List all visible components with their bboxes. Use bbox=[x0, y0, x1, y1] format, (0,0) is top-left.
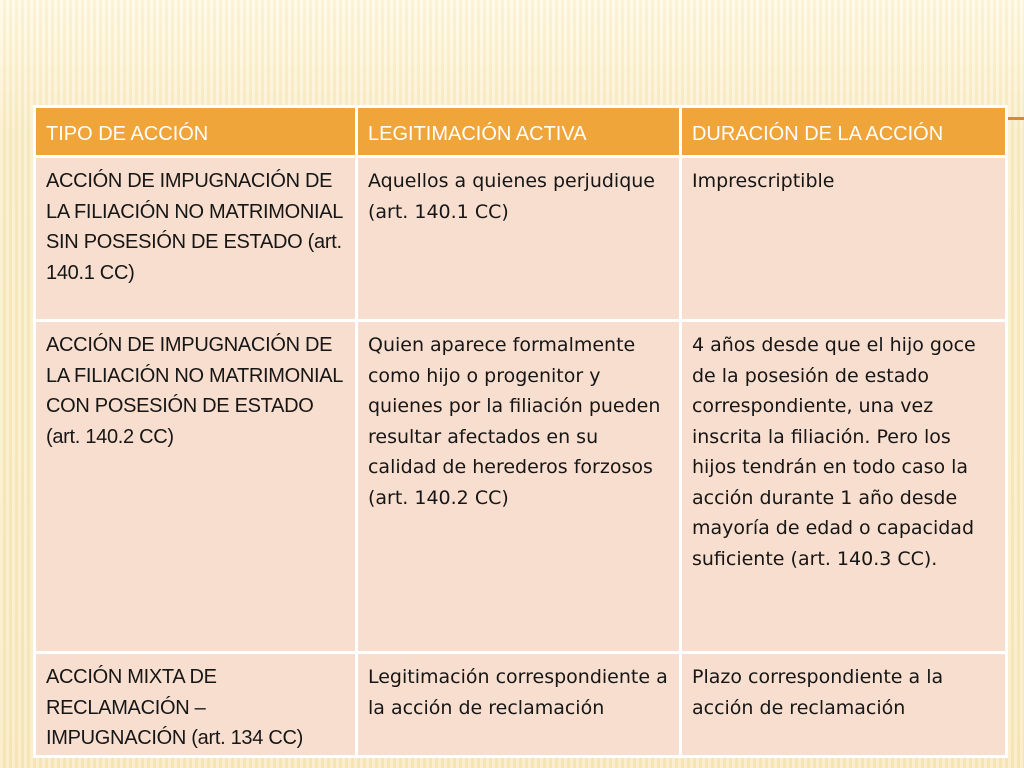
cell-duracion: Plazo correspondiente a la acción de reclamación bbox=[682, 654, 1005, 755]
cell-tipo: ACCIÓN MIXTA DE RECLAMACIÓN – IMPUGNACIÓN (art. 134 CC) bbox=[36, 654, 355, 755]
table-row bbox=[36, 654, 1005, 755]
header-legitimacion-activa: LEGITIMACIÓN ACTIVA bbox=[358, 108, 679, 155]
table-header-row bbox=[36, 108, 1005, 155]
cell-tipo: ACCIÓN DE IMPUGNACIÓN DE LA FILIACIÓN NO MATRIMONIAL CON POSESIÓN DE ESTADO (art. 140.2 CC) bbox=[36, 322, 355, 651]
table-row bbox=[36, 158, 1005, 319]
cell-legitimacion: Aquellos a quienes perjudique (art. 140.1 CC) bbox=[358, 158, 679, 319]
cell-legitimacion: Quien aparece formalmente como hijo o progenitor y quienes por la filiación pueden resultar afectados en su calidad de herederos forzosos (art. 140.2 CC) bbox=[358, 322, 679, 651]
filiation-actions-table bbox=[33, 105, 1008, 758]
cell-duracion: Imprescriptible bbox=[682, 158, 1005, 319]
header-tipo-de-accion: TIPO DE ACCIÓN bbox=[36, 108, 355, 155]
cell-tipo: ACCIÓN DE IMPUGNACIÓN DE LA FILIACIÓN NO MATRIMONIAL SIN POSESIÓN DE ESTADO (art. 140.1 CC) bbox=[36, 158, 355, 319]
cell-duracion: 4 años desde que el hijo goce de la posesión de estado correspondiente, una vez inscrita la filiación. Pero los hijos tendrán en todo caso la acción durante 1 año desde mayoría de edad o capacidad suficiente (art. 140.3 CC). bbox=[682, 322, 1005, 651]
cell-legitimacion: Legitimación correspondiente a la acción de reclamación bbox=[358, 654, 679, 755]
header-duracion-de-la-accion: DURACIÓN DE LA ACCIÓN bbox=[682, 108, 1005, 155]
table-row bbox=[36, 322, 1005, 651]
